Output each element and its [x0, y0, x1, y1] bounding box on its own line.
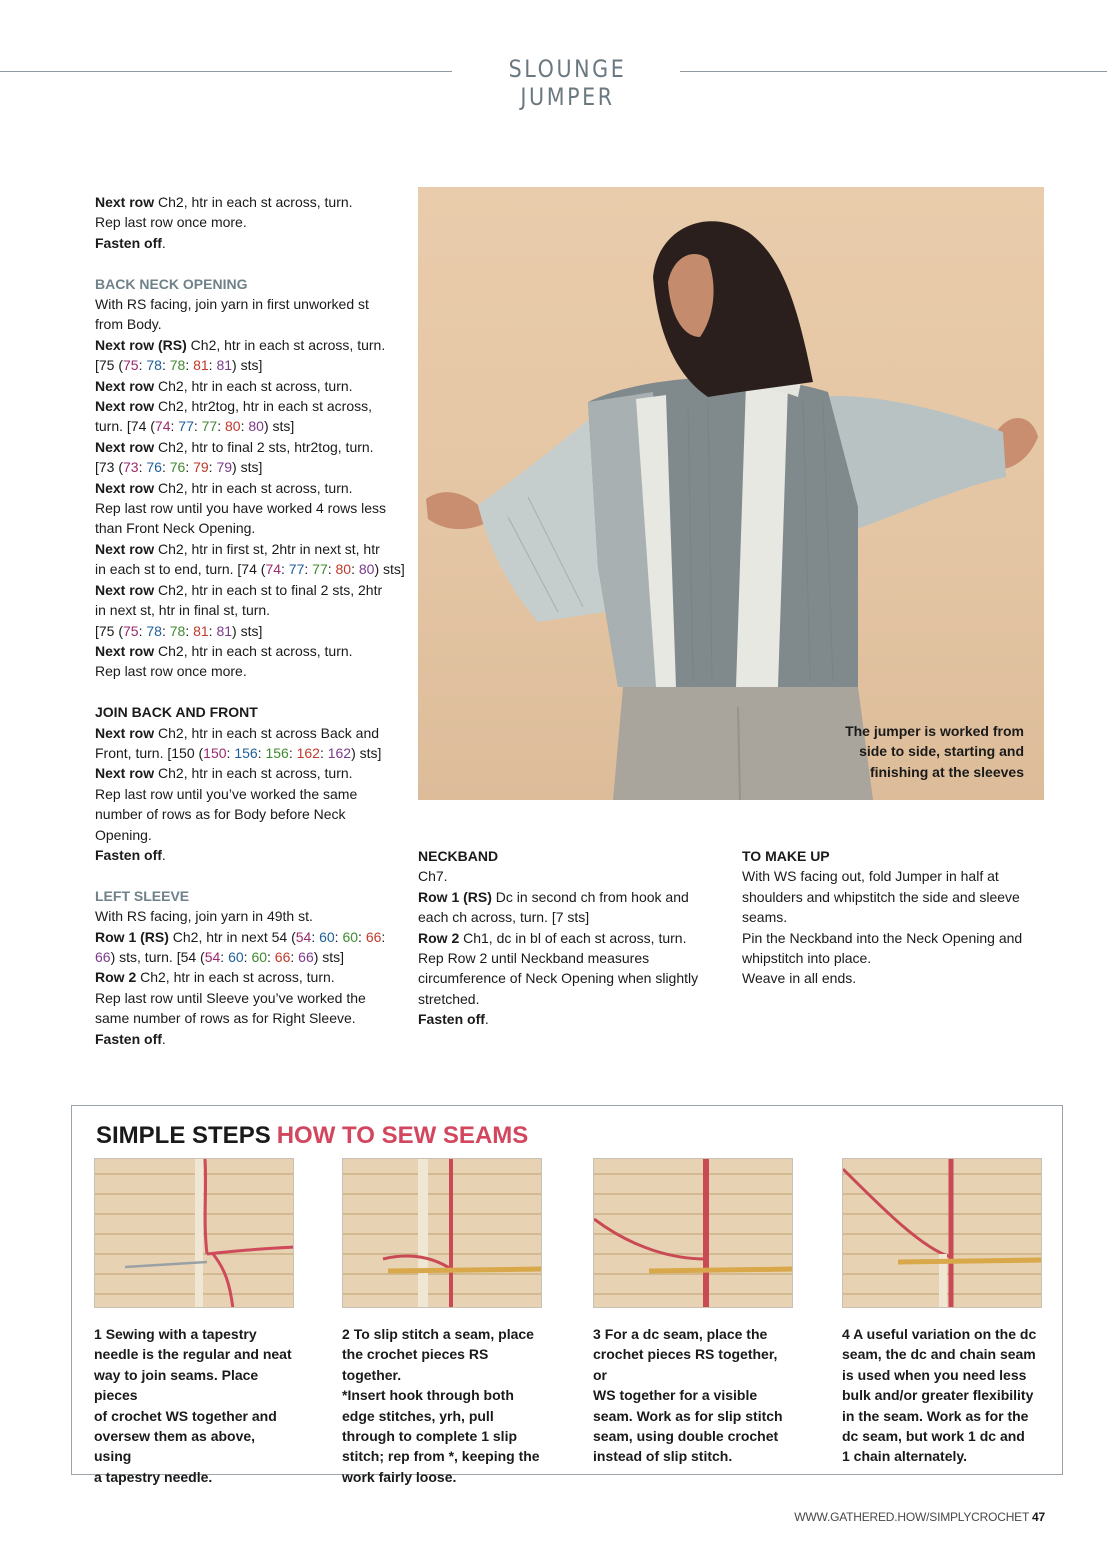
instruction-line: seams.: [742, 909, 788, 926]
page-number: 47: [1032, 1510, 1045, 1524]
instruction-line: Ch7.: [418, 868, 448, 885]
step-4-photo: [842, 1158, 1042, 1308]
stitch-count: [75 (75: 78: 78: 81: 81) sts]: [95, 622, 263, 639]
instruction-line: stretched.: [418, 990, 480, 1007]
instruction-line: Opening.: [95, 826, 152, 843]
instruction-line: Next row Ch2, htr to final 2 sts, htr2tog, turn.: [95, 438, 374, 455]
section-heading-left-sleeve: LEFT SLEEVE: [95, 887, 190, 904]
steps-title: SIMPLE STEPS HOW TO SEW SEAMS: [96, 1122, 529, 1149]
instruction-line: Rep last row once more.: [95, 663, 247, 680]
jumper-photo: [418, 187, 1044, 800]
instruction-line: Row 1 (RS) Ch2, htr in next 54 (54: 60: 60: 66:: [95, 928, 386, 945]
stitch-count: in each st to end, turn. [74 (74: 77: 77: 80: 80) sts]: [95, 561, 405, 578]
instruction-line: than Front Neck Opening.: [95, 520, 256, 537]
instruction-line: With WS facing out, fold Jumper in half at: [742, 868, 999, 885]
simple-steps-box: [71, 1105, 1063, 1485]
model-illustration: [418, 187, 1044, 800]
instruction-line: Weave in all ends.: [742, 970, 857, 987]
instruction-line: Rep last row until Sleeve you’ve worked the: [95, 989, 366, 1006]
left-column: [95, 192, 405, 1049]
instruction-line: Pin the Neckband into the Neck Opening and: [742, 929, 1023, 946]
step-3-text: 3 For a dc seam, place the crochet pieces RS together, or WS together for a visible seam. Work as for slip stitch seam, using double crochet instead of slip stitch.: [593, 1326, 783, 1465]
instruction-line: Next row Ch2, htr in each st across, turn.: [95, 479, 353, 496]
instruction-line: With RS facing, join yarn in first unworked st: [95, 296, 369, 313]
instruction-line: in next st, htr in final st, turn.: [95, 602, 271, 619]
instruction-line: Fasten off.: [418, 1011, 489, 1028]
instruction-line: same number of rows as for Right Sleeve.: [95, 1010, 356, 1027]
instruction-line: Next row Ch2, htr2tog, htr in each st across,: [95, 398, 373, 415]
step-1-text: 1 Sewing with a tapestry needle is the regular and neat way to join seams. Place pieces of crochet WS together and oversew them as above, using a tapestry needle.: [94, 1326, 292, 1485]
photo-caption: The jumper is worked from side to side, starting and finishing at the sleeves: [845, 722, 1024, 780]
instruction-line: each ch across, turn. [7 sts]: [418, 909, 590, 926]
section-heading-make-up: TO MAKE UP: [742, 848, 830, 864]
step-2: [342, 1158, 542, 1487]
instruction-line: whipstitch into place.: [742, 950, 872, 967]
instruction-line: from Body.: [95, 316, 162, 333]
instruction-line: Fasten off.: [95, 1030, 166, 1047]
page-title: SLOUNGE JUMPER: [508, 55, 627, 111]
instruction-line: Rep last row once more.: [95, 214, 247, 231]
instruction-line: Next row Ch2, htr in each st across, turn.: [95, 377, 353, 394]
stitch-count: 66) sts, turn. [54 (54: 60: 60: 66: 66) sts]: [95, 948, 345, 965]
step-3-photo: [593, 1158, 793, 1308]
stitch-count: Front, turn. [150 (150: 156: 156: 162: 162) sts]: [95, 744, 382, 761]
step-2-photo: [342, 1158, 542, 1308]
instruction-line: Rep last row until you have worked 4 rows less: [95, 500, 387, 517]
instruction-line: Rep Row 2 until Neckband measures: [418, 950, 650, 967]
instruction-line: number of rows as for Body before Neck: [95, 806, 346, 823]
section-heading-join: JOIN BACK AND FRONT: [95, 704, 258, 721]
stitch-count: turn. [74 (74: 77: 77: 80: 80) sts]: [95, 418, 295, 435]
footer-url[interactable]: WWW.GATHERED.HOW/SIMPLYCROCHET: [794, 1510, 1029, 1524]
step-2-text: 2 To slip stitch a seam, place the crochet pieces RS together. *Insert hook through both edge stitches, yrh, pull through to complete 1 slip stitch; rep from *, keeping the work fairly loose.: [342, 1326, 540, 1485]
instruction-line: Fasten off.: [95, 234, 166, 251]
instruction-line: With RS facing, join yarn in 49th st.: [95, 908, 313, 925]
stitch-count: [75 (75: 78: 78: 81: 81) sts]: [95, 357, 263, 374]
instruction-line: Row 1 (RS) Dc in second ch from hook and: [418, 888, 689, 905]
instruction-line: Fasten off.: [95, 846, 166, 863]
step-1: [94, 1158, 294, 1487]
instruction-line: Row 2 Ch1, dc in bl of each st across, turn.: [418, 929, 687, 946]
instruction-line: Next row (RS) Ch2, htr in each st across, turn.: [95, 336, 386, 353]
section-heading-back-neck: BACK NECK OPENING: [95, 275, 248, 292]
stitch-count: [73 (73: 76: 76: 79: 79) sts]: [95, 459, 263, 476]
step-4: [842, 1158, 1042, 1467]
step-1-photo: [94, 1158, 294, 1308]
instruction-line: Next row Ch2, htr in first st, 2htr in next st, htr: [95, 540, 380, 557]
neckband-column: [418, 846, 728, 1030]
instruction-line: Next row Ch2, htr in each st across Back and: [95, 724, 380, 741]
instruction-line: shoulders and whipstitch the side and sleeve: [742, 888, 1020, 905]
header-rule-right: [680, 71, 1107, 72]
section-heading-neckband: NECKBAND: [418, 848, 499, 864]
instruction-line: circumference of Neck Opening when slightly: [418, 970, 699, 987]
step-4-text: 4 A useful variation on the dc seam, the dc and chain seam is used when you need less bulk and/or greater flexibility in the seam. Work as for the dc seam, but work 1 dc and 1 chain alternately.: [842, 1326, 1037, 1465]
instruction-line: Rep last row until you’ve worked the same: [95, 785, 358, 802]
instruction-line: Row 2 Ch2, htr in each st across, turn.: [95, 969, 335, 986]
header-rule-left: [0, 71, 452, 72]
page-footer: [794, 1510, 1045, 1524]
instruction-line: Next row Ch2, htr in each st across, turn.: [95, 642, 353, 659]
make-up-column: [742, 846, 1052, 989]
step-3: [593, 1158, 793, 1467]
instruction-line: Next row Ch2, htr in each st across, turn.: [95, 765, 353, 782]
instruction-line: Next row Ch2, htr in each st to final 2 sts, 2htr: [95, 581, 383, 598]
instruction-line: Next row Ch2, htr in each st across, turn.: [95, 194, 353, 210]
